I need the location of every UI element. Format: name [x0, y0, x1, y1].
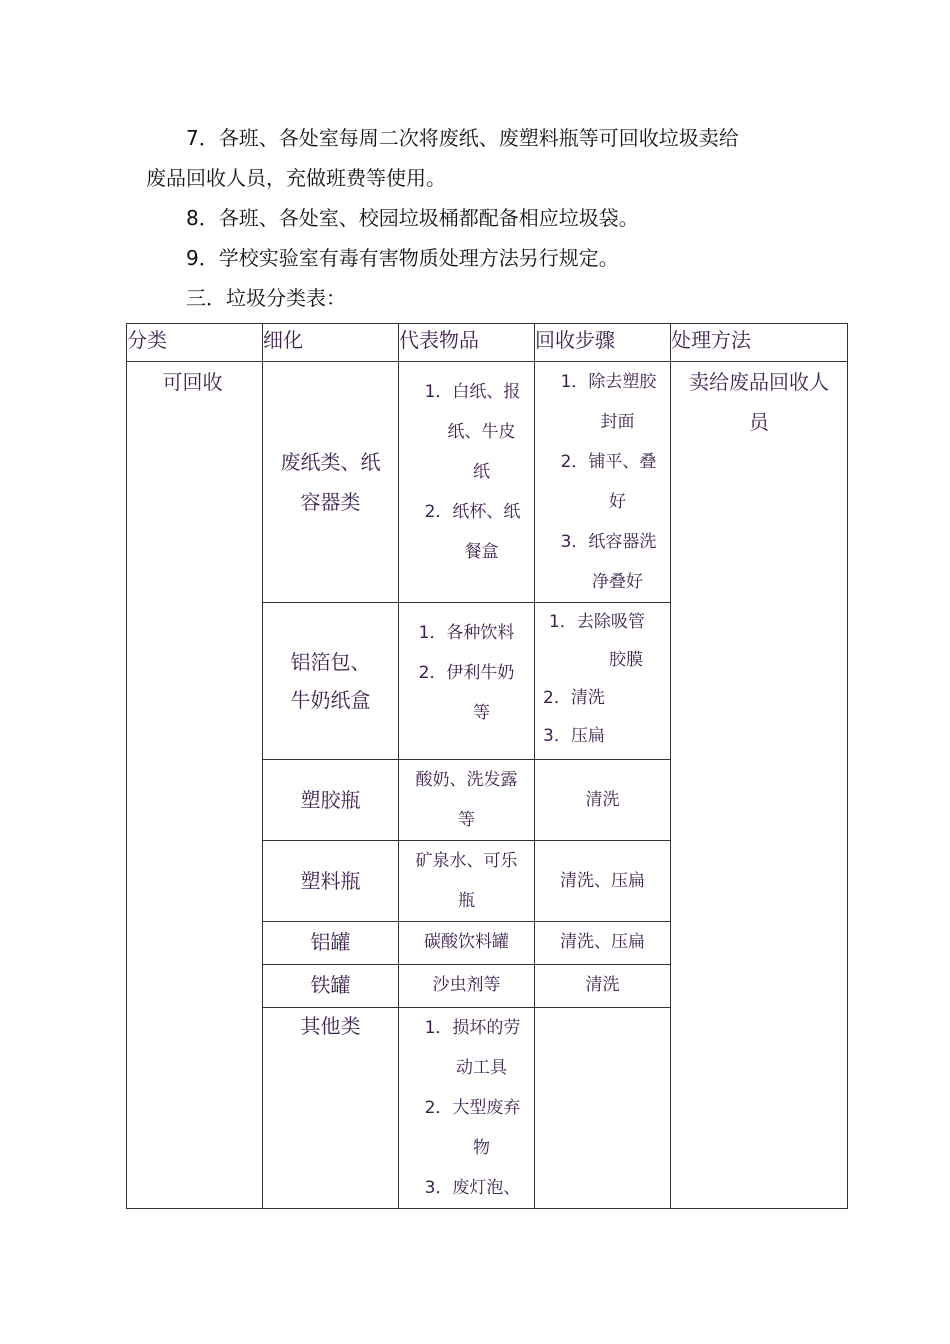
steps-cell	[535, 841, 671, 922]
items-line: 等	[458, 810, 475, 830]
detail-line: 废纸类、纸	[280, 450, 381, 474]
steps-line: 清洗、压扁	[560, 932, 645, 952]
steps-cell	[535, 362, 671, 603]
detail-line: 铝罐	[310, 930, 351, 954]
method-cell	[671, 362, 848, 1209]
detail-cell	[263, 362, 399, 603]
steps-cell	[535, 603, 671, 760]
category-label: 可回收	[162, 370, 223, 394]
detail-line: 塑料瓶	[300, 869, 361, 893]
items-cell	[399, 760, 535, 841]
detail-line: 塑胶瓶	[300, 788, 361, 812]
steps-line: 1．除去塑胶	[560, 372, 657, 392]
items-cell	[399, 362, 535, 603]
items-line: 1．各种饮料	[418, 623, 515, 643]
category-cell	[127, 362, 263, 1209]
detail-line: 铁罐	[310, 973, 351, 997]
items-line: 瓶	[458, 891, 475, 911]
steps-line: 2．清洗	[543, 688, 605, 708]
paragraph-9: 9．学校实验室有毒有害物质处理方法另行规定。	[186, 246, 619, 270]
detail-cell	[263, 760, 399, 841]
items-cell	[399, 603, 535, 760]
items-line: 碳酸饮料罐	[424, 932, 509, 952]
items-line: 餐盒	[464, 542, 499, 562]
items-cell	[399, 841, 535, 922]
table-header-row	[127, 324, 848, 362]
garbage-classification-table	[126, 323, 848, 1209]
steps-line: 1．去除吸管	[549, 612, 645, 632]
paragraph-7-line2: 废品回收人员，充做班费等使用。	[146, 166, 446, 190]
items-line: 2．纸杯、纸	[424, 502, 521, 522]
detail-line: 铝箔包、	[290, 650, 371, 674]
steps-line: 清洗	[585, 790, 620, 810]
detail-cell	[263, 841, 399, 922]
section-heading: 三．垃圾分类表：	[186, 286, 346, 310]
items-line: 1．白纸、报	[424, 382, 521, 402]
steps-line: 胶膜	[609, 650, 643, 670]
items-cell	[399, 922, 535, 965]
steps-line: 3．压扁	[543, 726, 605, 746]
items-line: 2．大型废弃	[424, 1098, 521, 1118]
paragraph-8: 8．各班、各处室、校园垃圾桶都配备相应垃圾袋。	[186, 206, 639, 230]
steps-line: 封面	[600, 412, 635, 432]
items-line: 动工具	[456, 1058, 507, 1078]
table-row	[127, 362, 848, 603]
items-cell	[399, 1008, 535, 1209]
items-line: 酸奶、洗发露	[415, 770, 518, 790]
steps-line: 2．铺平、叠	[560, 452, 657, 472]
items-line: 3．废灯泡、	[424, 1178, 521, 1198]
method-line: 卖给废品回收人	[689, 370, 829, 394]
items-cell	[399, 965, 535, 1008]
header-category: 分类	[127, 324, 263, 362]
items-line: 纸	[473, 462, 490, 482]
header-steps: 回收步骤	[535, 324, 671, 362]
detail-cell	[263, 603, 399, 760]
detail-cell	[263, 965, 399, 1008]
steps-cell	[535, 965, 671, 1008]
steps-line: 清洗	[585, 975, 620, 995]
detail-line: 牛奶纸盒	[290, 688, 371, 712]
method-line: 员	[749, 410, 769, 434]
steps-cell	[535, 922, 671, 965]
items-line: 2．伊利牛奶	[418, 663, 515, 683]
header-method: 处理方法	[671, 324, 848, 362]
items-line: 沙虫剂等	[432, 975, 501, 995]
steps-line: 3．纸容器洗	[560, 532, 657, 552]
steps-line: 好	[609, 492, 626, 512]
items-line: 1．损坏的劳	[424, 1018, 521, 1038]
steps-cell	[535, 760, 671, 841]
detail-line: 其他类	[300, 1014, 361, 1038]
steps-cell	[535, 1008, 671, 1209]
items-line: 矿泉水、可乐	[415, 851, 518, 871]
detail-cell	[263, 922, 399, 965]
items-line: 等	[473, 703, 490, 723]
items-line: 纸、牛皮	[447, 422, 516, 442]
detail-line: 容器类	[300, 490, 361, 514]
steps-line: 清洗、压扁	[560, 871, 645, 891]
detail-cell	[263, 1008, 399, 1209]
steps-line: 净叠好	[592, 572, 643, 592]
header-detail: 细化	[263, 324, 399, 362]
items-line: 物	[473, 1138, 490, 1158]
paragraph-7-line1: 7．各班、各处室每周二次将废纸、废塑料瓶等可回收垃圾卖给	[186, 126, 739, 150]
header-items: 代表物品	[399, 324, 535, 362]
